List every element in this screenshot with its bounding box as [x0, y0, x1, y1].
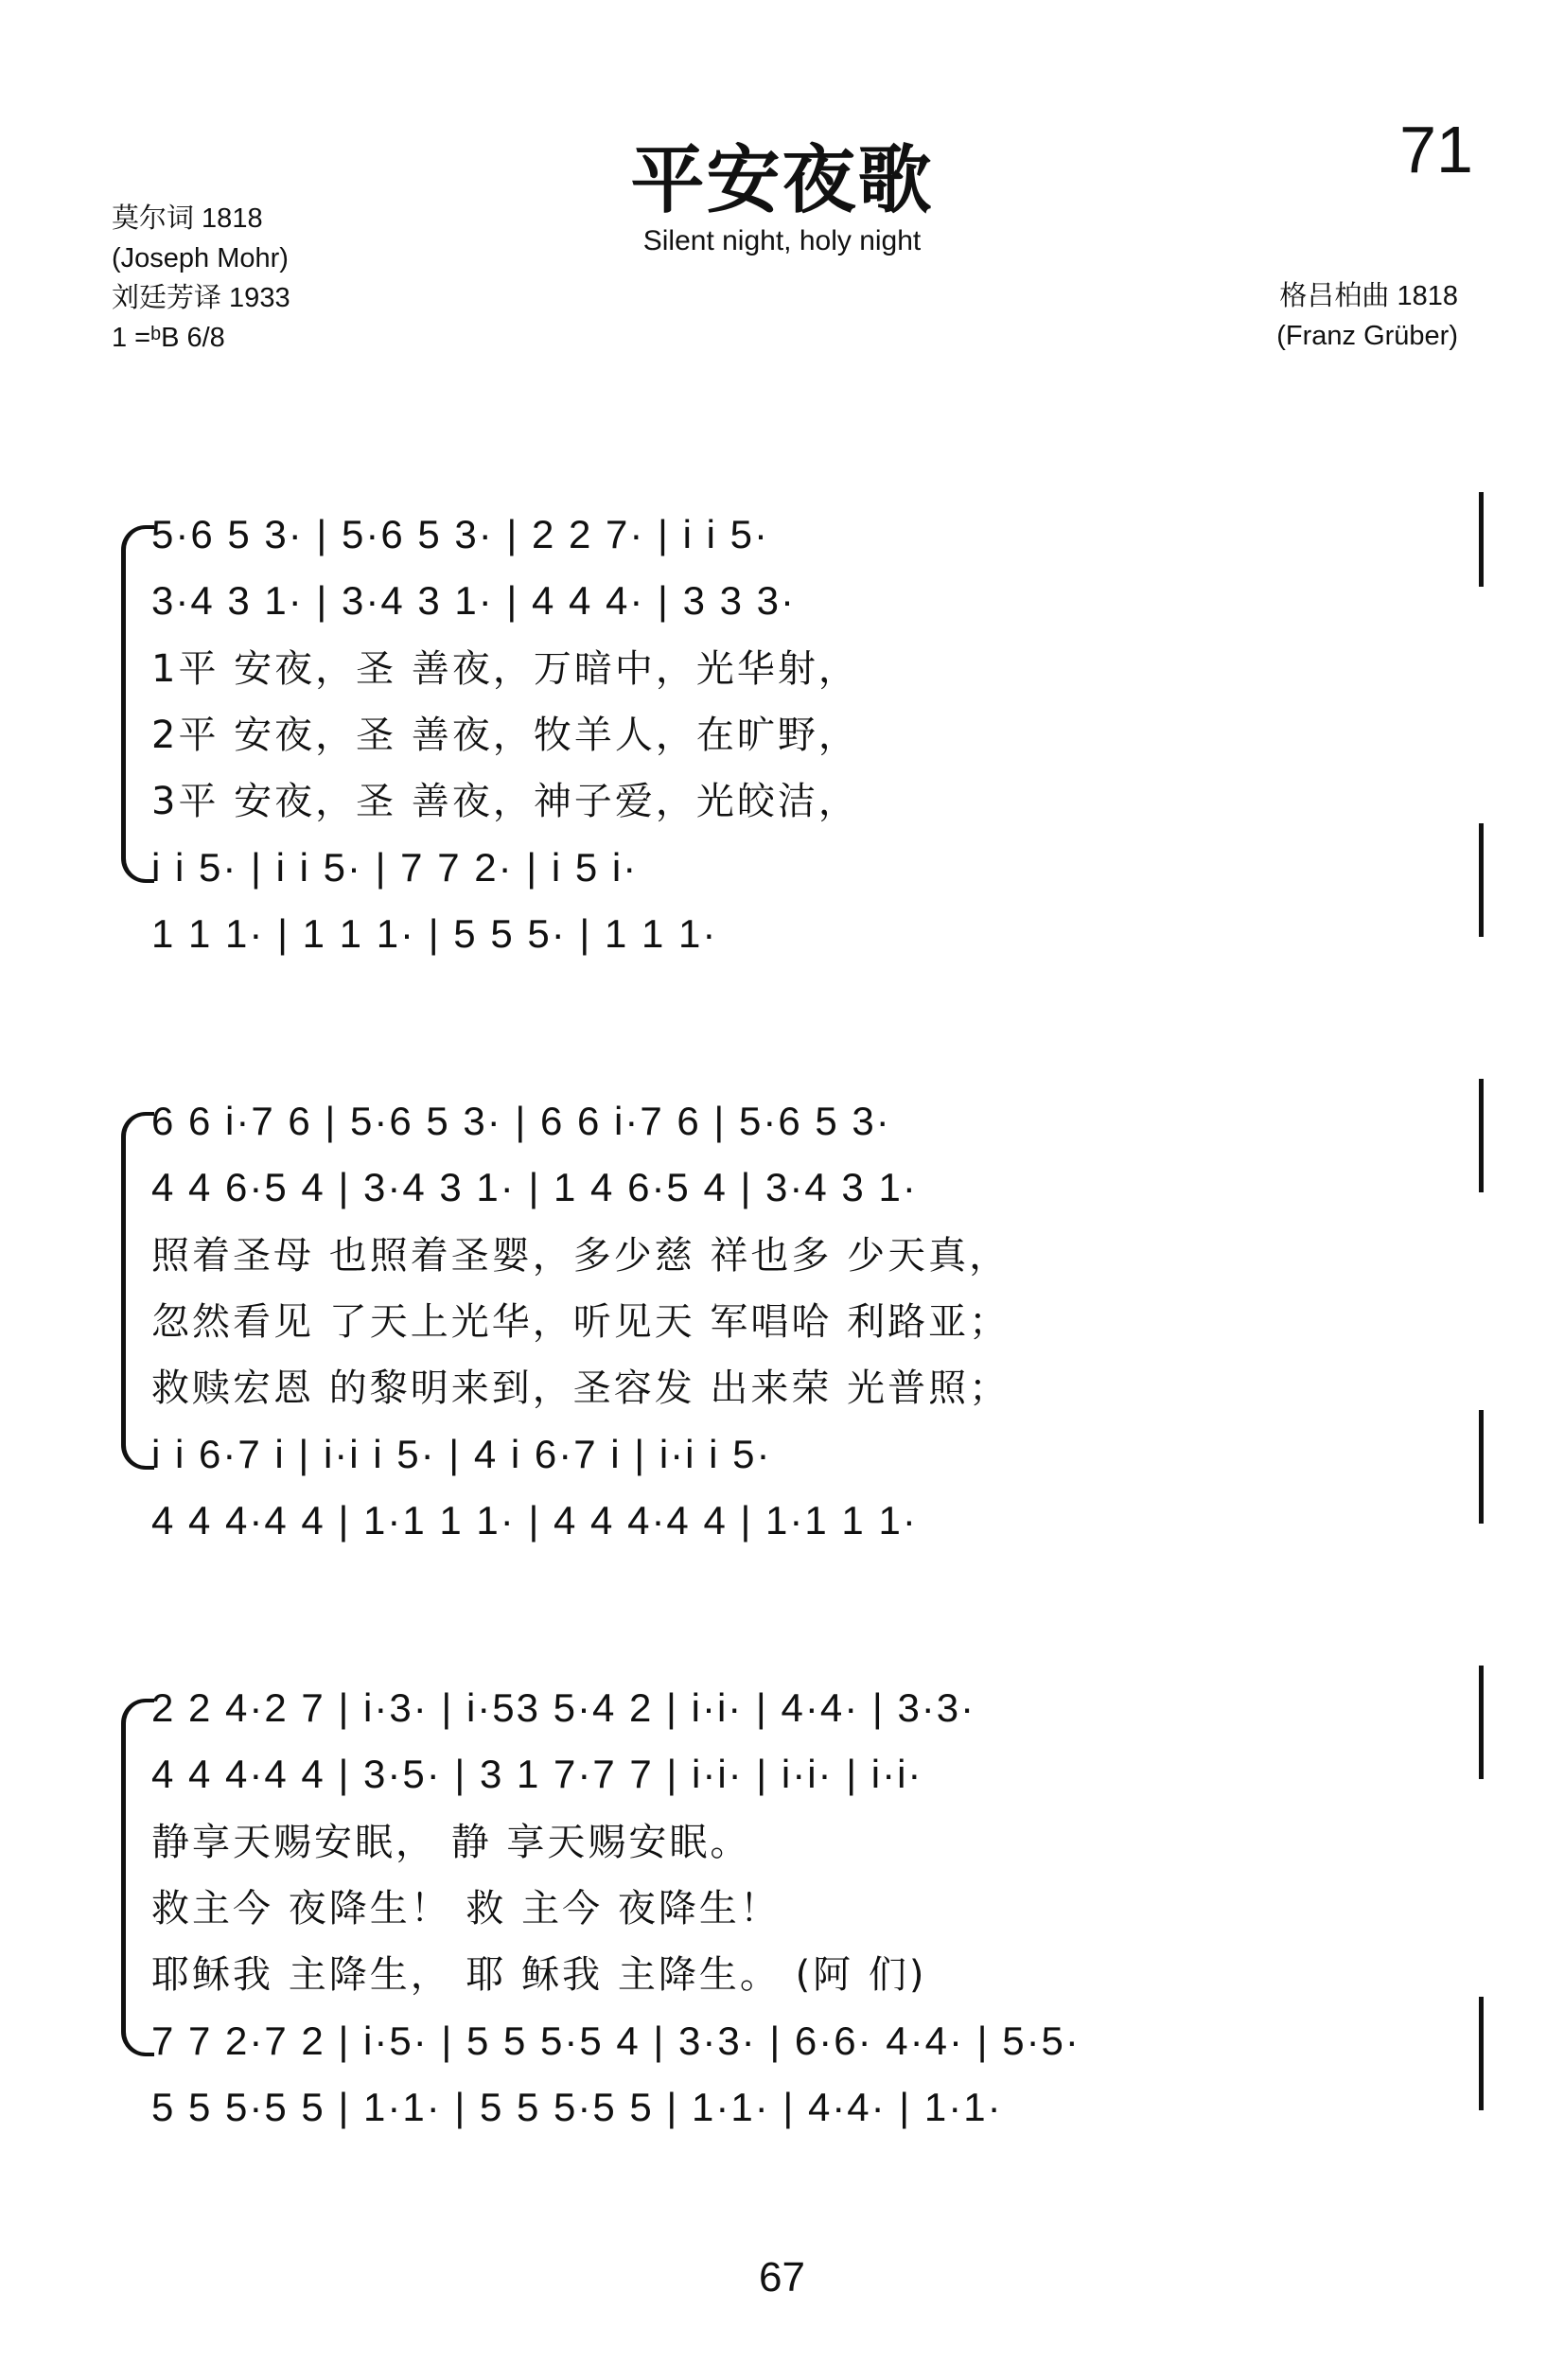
bass-line: 4 4 4·4 4 | 1·1 1 1· | 4 4 4·4 4 | 1·1 1 1· — [151, 1498, 918, 1543]
translator: 刘廷芳译 1933 — [112, 283, 290, 313]
system-brace — [121, 1112, 154, 1470]
system-3 — [0, 1651, 1564, 2143]
final-barline — [1479, 492, 1484, 587]
final-barline — [1479, 1666, 1484, 1779]
system-brace — [121, 525, 154, 883]
verse-1-lyrics: 1平 安夜，圣 善夜，万暗中，光华射， — [151, 647, 859, 691]
page-number: 67 — [759, 2254, 805, 2301]
verse-1-lyrics: 静享天赐安眠， 静 享天赐安眠。 — [151, 1821, 751, 1864]
verse-2-lyrics: 2平 安夜，圣 善夜，牧羊人，在旷野， — [151, 714, 859, 757]
bass-line: 1 1 1· | 1 1 1· | 5 5 5· | 1 1 1· — [151, 911, 718, 956]
alto-line: 3·4 3 1· | 3·4 3 1· | 4 4 4· | 3 3 3· — [151, 578, 797, 623]
tenor-line: i i 5· | i i 5· | 7 7 2· | i 5 i· — [151, 845, 639, 890]
final-barline — [1479, 1410, 1484, 1524]
composer-en: (Franz Grüber) — [1276, 321, 1458, 351]
system-2 — [0, 1065, 1564, 1557]
final-barline — [1479, 1997, 1484, 2110]
soprano-line: 6 6 i·7 6 | 5·6 5 3· | 6 6 i·7 6 | 5·6 5 3· — [151, 1099, 891, 1143]
lyricist-en: (Joseph Mohr) — [112, 243, 289, 273]
song-title: 平安夜歌 — [630, 137, 934, 223]
verse-3-lyrics: 耶稣我 主降生， 耶 稣我 主降生。 (阿 们) — [151, 1953, 927, 1997]
final-barline — [1479, 823, 1484, 937]
credits-right — [1276, 276, 1458, 356]
soprano-line: 2 2 4·2 7 | i·3· | i·53 5·4 2 | i·i· | 4·4· | 3·3· — [151, 1685, 976, 1730]
verse-2-lyrics: 救主今 夜降生！ 救 主今 夜降生！ — [151, 1887, 781, 1930]
hymn-number: 71 — [1399, 113, 1473, 186]
credits-left — [112, 199, 290, 358]
tenor-line: i i 6·7 i | i·i i 5· | 4 i 6·7 i | i·i i 5· — [151, 1432, 772, 1476]
lyricist: 莫尔词 1818 — [112, 203, 263, 234]
composer: 格吕柏曲 1818 — [1279, 281, 1458, 311]
alto-line: 4 4 4·4 4 | 3·5· | 3 1 7·7 7 | i·i· | i·i· | i·i· — [151, 1752, 923, 1796]
verse-3-lyrics: 救赎宏恩 的黎明来到，圣容发 出来荣 光普照； — [151, 1366, 1010, 1410]
verse-3-lyrics: 3平 安夜，圣 善夜，神子爱，光皎洁， — [151, 780, 859, 823]
tenor-line: 7 7 2·7 2 | i·5· | 5 5 5·5 4 | 3·3· | 6·6· 4·4· | 5·5· — [151, 2019, 1081, 2063]
system-brace — [121, 1699, 154, 2056]
final-barline — [1479, 1079, 1484, 1192]
key-signature: 1 =ᵇB 6/8 — [112, 323, 225, 353]
verse-2-lyrics: 忽然看见 了天上光华，听见天 军唱哈 利路亚； — [151, 1300, 1010, 1344]
english-subtitle: Silent night, holy night — [642, 225, 922, 256]
verse-1-lyrics: 照着圣母 也照着圣婴，多少慈 祥也多 少天真， — [151, 1234, 1010, 1278]
soprano-line: 5·6 5 3· | 5·6 5 3· | 2 2 7· | i i 5· — [151, 512, 769, 556]
alto-line: 4 4 6·5 4 | 3·4 3 1· | 1 4 6·5 4 | 3·4 3 1· — [151, 1165, 918, 1209]
bass-line: 5 5 5·5 5 | 1·1· | 5 5 5·5 5 | 1·1· | 4·4· | 1·1· — [151, 2085, 1003, 2129]
system-1 — [0, 478, 1564, 970]
